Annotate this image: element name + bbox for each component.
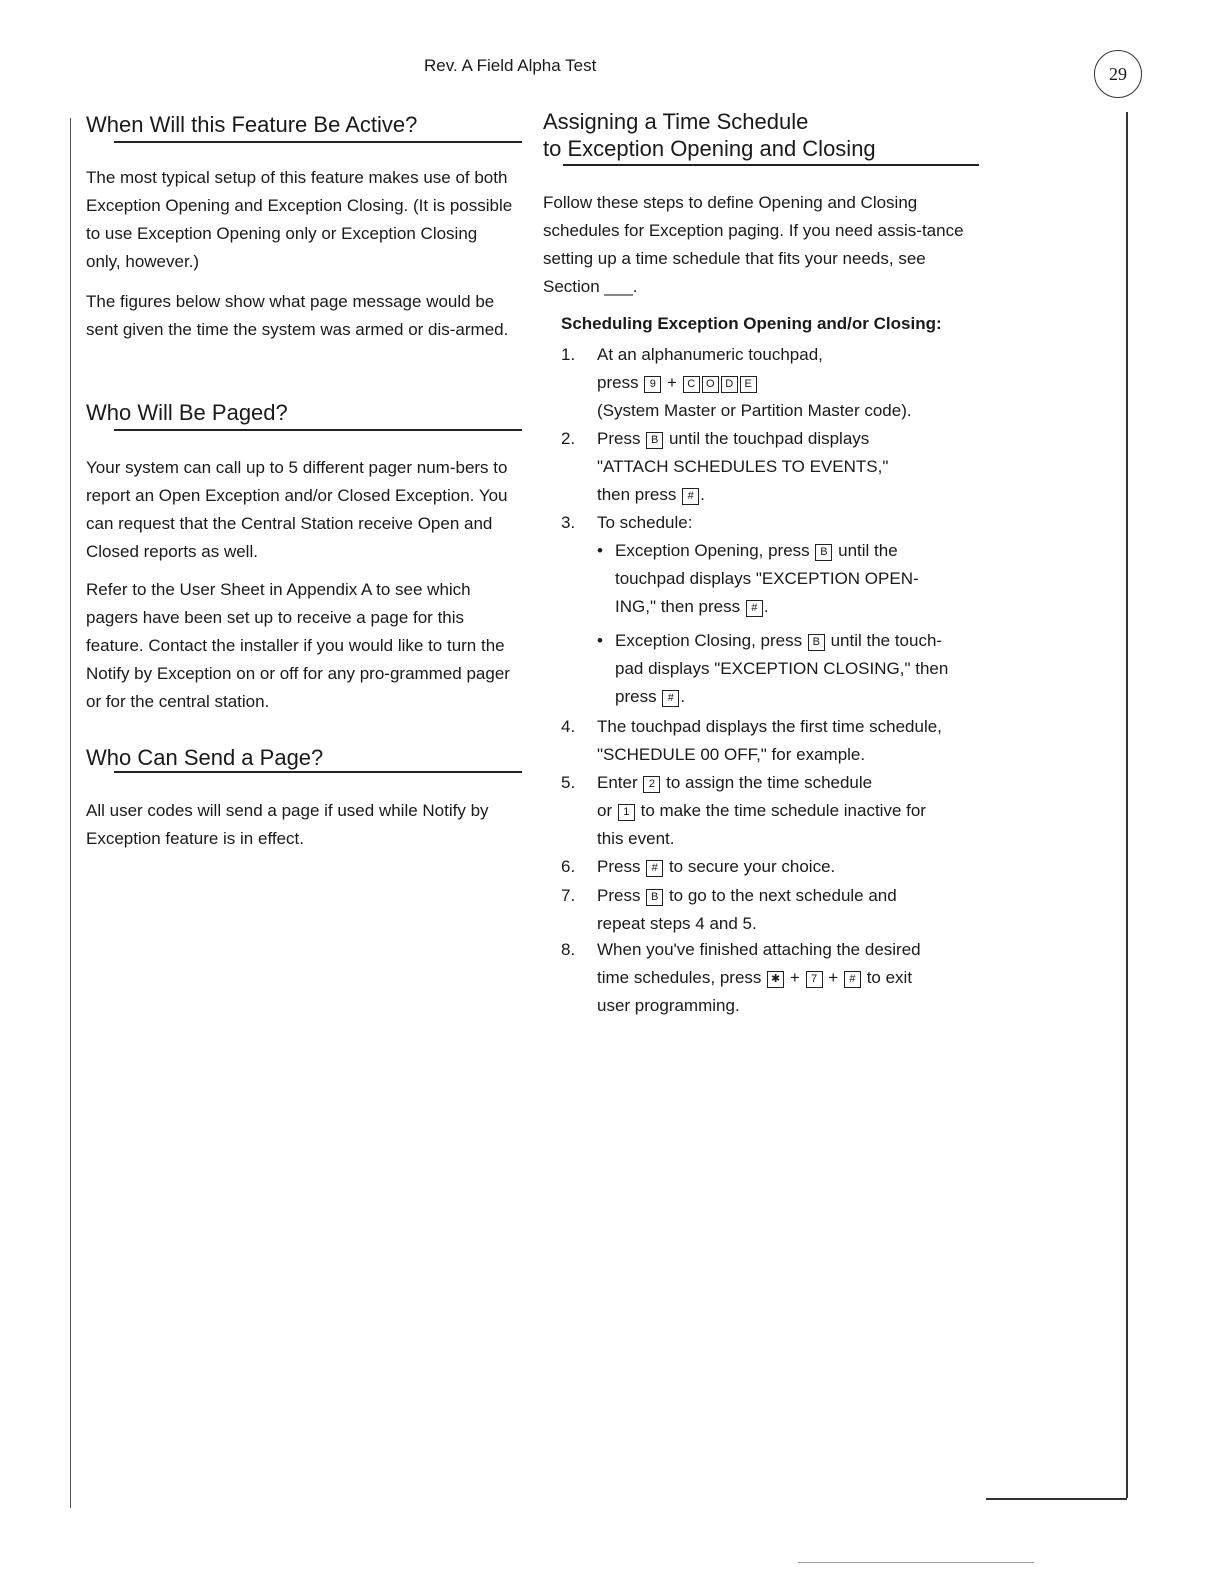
step-number: 3. bbox=[561, 513, 576, 532]
key-hash: # bbox=[682, 488, 699, 505]
section-title-line2: to Exception Opening and Closing bbox=[543, 136, 876, 161]
step-text: Exception Opening, press B until the bbox=[615, 541, 898, 560]
step-6 bbox=[561, 853, 991, 883]
key-o: O bbox=[702, 376, 719, 393]
step-text: Enter 2 to assign the time schedule bbox=[597, 773, 873, 792]
step-number: 5. bbox=[561, 773, 576, 792]
step-text: touchpad displays "EXCEPTION OPEN- bbox=[615, 569, 919, 588]
step-text: or 1 to make the time schedule inactive for bbox=[597, 801, 926, 820]
paragraph: Your system can call up to 5 different pager num-bers to report an Open Exception and/or Closed Exception. You can request that the Central Station receive Open and Closed reports as well. bbox=[86, 458, 508, 561]
step-text: Press B until the touchpad displays bbox=[597, 429, 870, 448]
key-2: 2 bbox=[643, 776, 660, 793]
step-text: press 9 + C O D E bbox=[597, 369, 987, 397]
step-number: 2. bbox=[561, 429, 576, 448]
key-hash: # bbox=[746, 600, 763, 617]
step-text: Press B to go to the next schedule and bbox=[597, 886, 897, 905]
key-b: B bbox=[646, 432, 663, 449]
footer-rule bbox=[798, 1562, 1034, 1563]
step-5 bbox=[561, 769, 991, 859]
key-c: C bbox=[683, 376, 700, 393]
page-number-badge: 29 bbox=[1094, 50, 1142, 98]
step-number: 8. bbox=[561, 940, 576, 959]
key-d: D bbox=[721, 376, 738, 393]
section-underline bbox=[563, 164, 979, 166]
section-underline bbox=[114, 141, 522, 143]
key-star: ✱ bbox=[767, 971, 784, 988]
procedure-subheading: Scheduling Exception Opening and/or Closing: bbox=[561, 314, 942, 333]
step-text: When you've finished attaching the desired bbox=[597, 940, 921, 959]
step-text: At an alphanumeric touchpad, bbox=[597, 345, 823, 364]
step-text: user programming. bbox=[597, 996, 740, 1015]
paragraph: The most typical setup of this feature makes use of both Exception Opening and Exception Closing. (It is possible to use Exception Opening only or Exception Closing only, however.) bbox=[86, 168, 513, 271]
step-text: ING," then press # . bbox=[615, 597, 769, 616]
key-e: E bbox=[740, 376, 757, 393]
key-7: 7 bbox=[806, 971, 823, 988]
step-text: Press # to secure your choice. bbox=[597, 857, 836, 876]
step-number: 7. bbox=[561, 886, 576, 905]
intro-paragraph: Follow these steps to define Opening and Closing schedules for Exception paging. If you need assis-tance setting up a time schedule that fits your needs, see Section ___. bbox=[543, 193, 964, 296]
right-margin-rule bbox=[1126, 112, 1128, 1498]
bottom-corner-rule bbox=[986, 1498, 1127, 1500]
paragraph: Refer to the User Sheet in Appendix A to see which pagers have been set up to receive a page for this feature. Contact the installer if you would like to turn the Notify by Exception on or off for any pro-grammed pager or for the central station. bbox=[86, 580, 510, 711]
step-text: "SCHEDULE 00 OFF," for example. bbox=[597, 745, 866, 764]
step-number: 6. bbox=[561, 857, 576, 876]
page-header: Rev. A Field Alpha Test bbox=[424, 56, 597, 75]
step-text: Exception Closing, press B until the touch- bbox=[615, 631, 943, 650]
step-number: 4. bbox=[561, 717, 576, 736]
section-title-line1: Assigning a Time Schedule bbox=[543, 109, 809, 134]
section-underline bbox=[114, 429, 522, 431]
step-text: time schedules, press ✱ + 7 + # to exit bbox=[597, 968, 913, 987]
key-hash: # bbox=[646, 860, 663, 877]
step-1 bbox=[561, 341, 991, 431]
left-margin-rule bbox=[70, 118, 71, 1508]
step-text: this event. bbox=[597, 829, 675, 848]
step-4 bbox=[561, 713, 991, 773]
step-text: "ATTACH SCHEDULES TO EVENTS," bbox=[597, 457, 889, 476]
key-1: 1 bbox=[618, 804, 635, 821]
step-7 bbox=[561, 882, 991, 942]
key-9: 9 bbox=[644, 376, 661, 393]
step-text: To schedule: bbox=[597, 513, 693, 532]
key-b: B bbox=[815, 544, 832, 561]
bullet-closing: • Exception Closing, press B until the touch- pad displays "EXCEPTION CLOSING," then press # . bbox=[615, 627, 985, 711]
key-b: B bbox=[646, 889, 663, 906]
bullet-opening: • Exception Opening, press B until the touchpad displays "EXCEPTION OPEN- ING," then press # . bbox=[615, 537, 985, 621]
step-3 bbox=[561, 509, 991, 706]
key-hash: # bbox=[662, 690, 679, 707]
key-hash: # bbox=[844, 971, 861, 988]
paragraph: The figures below show what page message would be sent given the time the system was armed or dis-armed. bbox=[86, 292, 509, 339]
step-text: pad displays "EXCEPTION CLOSING," then bbox=[615, 659, 949, 678]
step-8 bbox=[561, 936, 991, 1026]
key-b: B bbox=[808, 634, 825, 651]
step-text: (System Master or Partition Master code). bbox=[597, 401, 912, 420]
step-number: 1. bbox=[561, 345, 576, 364]
step-text: repeat steps 4 and 5. bbox=[597, 914, 757, 933]
step-text: The touchpad displays the first time schedule, bbox=[597, 717, 942, 736]
step-text: then press # . bbox=[597, 485, 705, 504]
section-title-active: When Will this Feature Be Active? bbox=[86, 112, 418, 137]
step-2 bbox=[561, 425, 991, 515]
step-text: press # . bbox=[615, 687, 686, 706]
section-title-send: Who Can Send a Page? bbox=[86, 745, 324, 770]
section-title-paged: Who Will Be Paged? bbox=[86, 400, 288, 425]
section-underline bbox=[114, 771, 522, 773]
paragraph: All user codes will send a page if used while Notify by Exception feature is in effect. bbox=[86, 801, 489, 848]
